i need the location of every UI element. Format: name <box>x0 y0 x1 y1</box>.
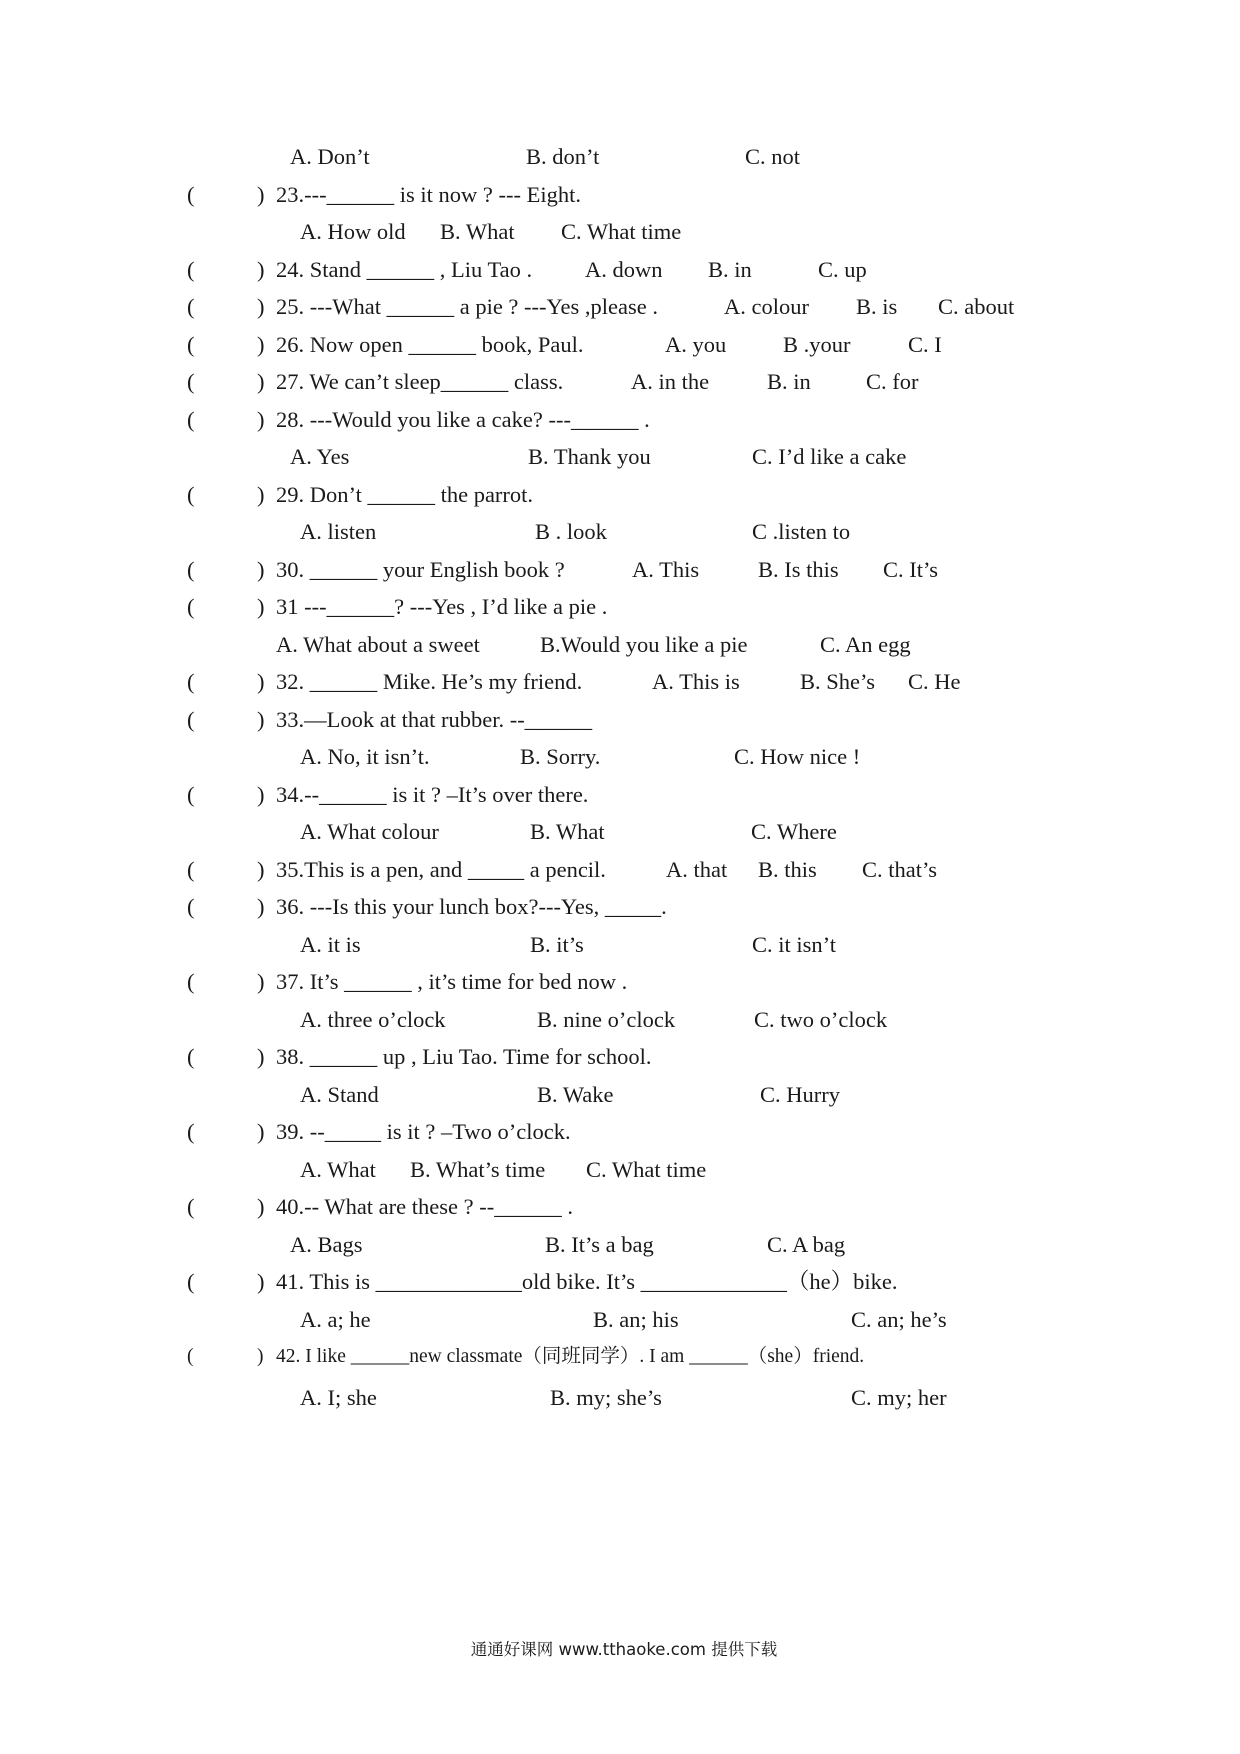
answer-blank-open: ( <box>187 1194 195 1219</box>
options-line <box>0 216 1240 248</box>
question-text: 25. ---What ______ a pie ? ---Yes ,please . <box>276 294 658 319</box>
question-line <box>0 1191 1240 1223</box>
answer-blank-close: ) <box>257 1119 265 1144</box>
option-text: B. an; his <box>593 1307 679 1332</box>
option-text: B. She’s <box>800 669 876 694</box>
question-text: 24. Stand ______ , Liu Tao . <box>276 257 533 282</box>
answer-blank-close: ) <box>257 294 265 319</box>
question-text: 42. I like ______new classmate（同班同学）. I am ______（she）friend. <box>276 1346 865 1367</box>
answer-blank-open: ( <box>187 294 195 319</box>
options-line <box>0 1382 1240 1414</box>
question-line <box>0 1116 1240 1148</box>
option-text: B. Thank you <box>528 444 651 469</box>
option-text: A. in the <box>631 369 710 394</box>
answer-blank-open: ( <box>187 707 195 732</box>
question-line <box>0 329 1240 361</box>
option-text: B. Wake <box>537 1082 614 1107</box>
option-text: C. It’s <box>883 557 939 582</box>
question-text: 32. ______ Mike. He’s my friend. <box>276 669 583 694</box>
answer-blank-open: ( <box>187 782 195 807</box>
option-text: B. What’s time <box>410 1157 546 1182</box>
option-text: A. I; she <box>300 1385 377 1410</box>
option-text: C. it isn’t <box>752 932 836 957</box>
answer-blank-open: ( <box>187 369 195 394</box>
option-text: A. What <box>300 1157 376 1182</box>
question-line <box>0 854 1240 886</box>
question-line <box>0 704 1240 736</box>
option-text: A. you <box>665 332 727 357</box>
answer-blank-open: ( <box>187 332 195 357</box>
option-text: C .listen to <box>752 519 851 544</box>
question-text: 40.-- What are these ? --______ . <box>276 1194 573 1219</box>
question-text: 37. It’s ______ , it’s time for bed now . <box>276 969 628 994</box>
question-text: 41. This is _____________old bike. It’s _____________（he）bike. <box>276 1269 898 1294</box>
question-line <box>0 591 1240 623</box>
option-text: B . look <box>535 519 607 544</box>
question-line <box>0 666 1240 698</box>
question-text: 33.—Look at that rubber. --______ <box>276 707 593 732</box>
option-text: B. nine o’clock <box>537 1007 676 1032</box>
option-text: A. Don’t <box>290 144 370 169</box>
answer-blank-close: ) <box>257 669 265 694</box>
answer-blank-open: ( <box>187 1346 194 1367</box>
question-text: 23.---______ is it now ? --- Eight. <box>276 182 581 207</box>
option-text: A. What colour <box>300 819 439 844</box>
option-text: B. It’s a bag <box>545 1232 654 1257</box>
option-text: C. What time <box>586 1157 707 1182</box>
options-line <box>0 816 1240 848</box>
question-line <box>0 891 1240 923</box>
option-text: A. colour <box>724 294 809 319</box>
option-text: C. an; he’s <box>851 1307 947 1332</box>
answer-blank-close: ) <box>257 332 265 357</box>
question-text: 34.--______ is it ? –It’s over there. <box>276 782 589 807</box>
answer-blank-close: ) <box>257 369 265 394</box>
option-text: A. listen <box>300 519 377 544</box>
question-text: 35.This is a pen, and _____ a pencil. <box>276 857 606 882</box>
option-text: B. Is this <box>758 557 839 582</box>
answer-blank-open: ( <box>187 1044 195 1069</box>
answer-blank-close: ) <box>257 1269 265 1294</box>
option-text: C. up <box>818 257 867 282</box>
option-text: A. that <box>666 857 728 882</box>
option-text: B. in <box>767 369 811 394</box>
question-text: 30. ______ your English book ? <box>276 557 565 582</box>
answer-blank-close: ) <box>257 857 265 882</box>
options-line <box>0 441 1240 473</box>
question-line <box>0 966 1240 998</box>
question-text: 27. We can’t sleep______ class. <box>276 369 564 394</box>
answer-blank-open: ( <box>187 407 195 432</box>
option-text: C. What time <box>561 219 682 244</box>
option-text: B. this <box>758 857 817 882</box>
answer-blank-open: ( <box>187 257 195 282</box>
options-line <box>0 1154 1240 1186</box>
answer-blank-open: ( <box>187 894 195 919</box>
question-line <box>0 1341 1240 1373</box>
option-text: A. Stand <box>300 1082 379 1107</box>
option-text: A. No, it isn’t. <box>300 744 430 769</box>
answer-blank-close: ) <box>257 1346 264 1367</box>
option-text: B. it’s <box>530 932 584 957</box>
option-text: B. Sorry. <box>520 744 601 769</box>
question-text: 26. Now open ______ book, Paul. <box>276 332 584 357</box>
answer-blank-open: ( <box>187 1119 195 1144</box>
option-text: A. This <box>632 557 700 582</box>
question-text: 29. Don’t ______ the parrot. <box>276 482 534 507</box>
question-text: 28. ---Would you like a cake? ---______ . <box>276 407 650 432</box>
option-text: C. Where <box>751 819 837 844</box>
option-text: A. three o’clock <box>300 1007 446 1032</box>
answer-blank-close: ) <box>257 1194 265 1219</box>
question-line <box>0 291 1240 323</box>
options-line <box>0 141 1240 173</box>
question-line <box>0 366 1240 398</box>
option-text: B .your <box>783 332 851 357</box>
option-text: C. He <box>908 669 961 694</box>
option-text: C. A bag <box>767 1232 846 1257</box>
question-line <box>0 404 1240 436</box>
option-text: C. Hurry <box>760 1082 840 1107</box>
options-line <box>0 1304 1240 1336</box>
question-line <box>0 254 1240 286</box>
options-line <box>0 1004 1240 1036</box>
question-line <box>0 554 1240 586</box>
option-text: A. it is <box>300 932 361 957</box>
options-line <box>0 629 1240 661</box>
option-text: A. How old <box>300 219 406 244</box>
option-text: A. down <box>585 257 663 282</box>
option-text: C. An egg <box>820 632 911 657</box>
answer-blank-open: ( <box>187 557 195 582</box>
option-text: C. two o’clock <box>754 1007 888 1032</box>
option-text: B. is <box>856 294 898 319</box>
answer-blank-open: ( <box>187 1269 195 1294</box>
option-text: C. my; her <box>851 1385 947 1410</box>
option-text: A. Bags <box>290 1232 363 1257</box>
option-text: C. I <box>908 332 942 357</box>
option-text: C. that’s <box>862 857 938 882</box>
option-text: B.Would you like a pie <box>540 632 748 657</box>
question-line <box>0 779 1240 811</box>
question-line <box>0 1266 1240 1298</box>
option-text: A. Yes <box>290 444 350 469</box>
answer-blank-close: ) <box>257 594 265 619</box>
question-line <box>0 479 1240 511</box>
answer-blank-open: ( <box>187 482 195 507</box>
option-text: B. What <box>440 219 515 244</box>
answer-blank-open: ( <box>187 969 195 994</box>
question-text: 39. --_____ is it ? –Two o’clock. <box>276 1119 571 1144</box>
option-text: B. in <box>708 257 752 282</box>
question-line <box>0 1041 1240 1073</box>
page-footer: 通通好课网 www.tthaoke.com 提供下载 <box>470 1640 778 1659</box>
answer-blank-close: ) <box>257 1044 265 1069</box>
option-text: C. How nice ! <box>734 744 861 769</box>
question-text: 38. ______ up , Liu Tao. Time for school. <box>276 1044 652 1069</box>
option-text: B. my; she’s <box>550 1385 662 1410</box>
answer-blank-close: ) <box>257 257 265 282</box>
answer-blank-open: ( <box>187 182 195 207</box>
answer-blank-open: ( <box>187 669 195 694</box>
answer-blank-close: ) <box>257 407 265 432</box>
option-text: C. for <box>866 369 919 394</box>
options-line <box>0 929 1240 961</box>
options-line <box>0 1079 1240 1111</box>
option-text: A. a; he <box>300 1307 371 1332</box>
option-text: B. don’t <box>526 144 600 169</box>
options-line <box>0 741 1240 773</box>
answer-blank-close: ) <box>257 782 265 807</box>
options-line <box>0 1229 1240 1261</box>
answer-blank-open: ( <box>187 594 195 619</box>
answer-blank-close: ) <box>257 707 265 732</box>
option-text: B. What <box>530 819 605 844</box>
question-text: 31 ---______? ---Yes , I’d like a pie . <box>276 594 608 619</box>
answer-blank-close: ) <box>257 894 265 919</box>
option-text: A. What about a sweet <box>276 632 480 657</box>
question-text: 36. ---Is this your lunch box?---Yes, _____. <box>276 894 667 919</box>
option-text: C. about <box>938 294 1015 319</box>
option-text: A. This is <box>652 669 740 694</box>
answer-blank-close: ) <box>257 182 265 207</box>
answer-blank-close: ) <box>257 557 265 582</box>
option-text: C. I’d like a cake <box>752 444 907 469</box>
answer-blank-close: ) <box>257 482 265 507</box>
question-line <box>0 179 1240 211</box>
options-line <box>0 516 1240 548</box>
answer-blank-open: ( <box>187 857 195 882</box>
option-text: C. not <box>745 144 801 169</box>
answer-blank-close: ) <box>257 969 265 994</box>
